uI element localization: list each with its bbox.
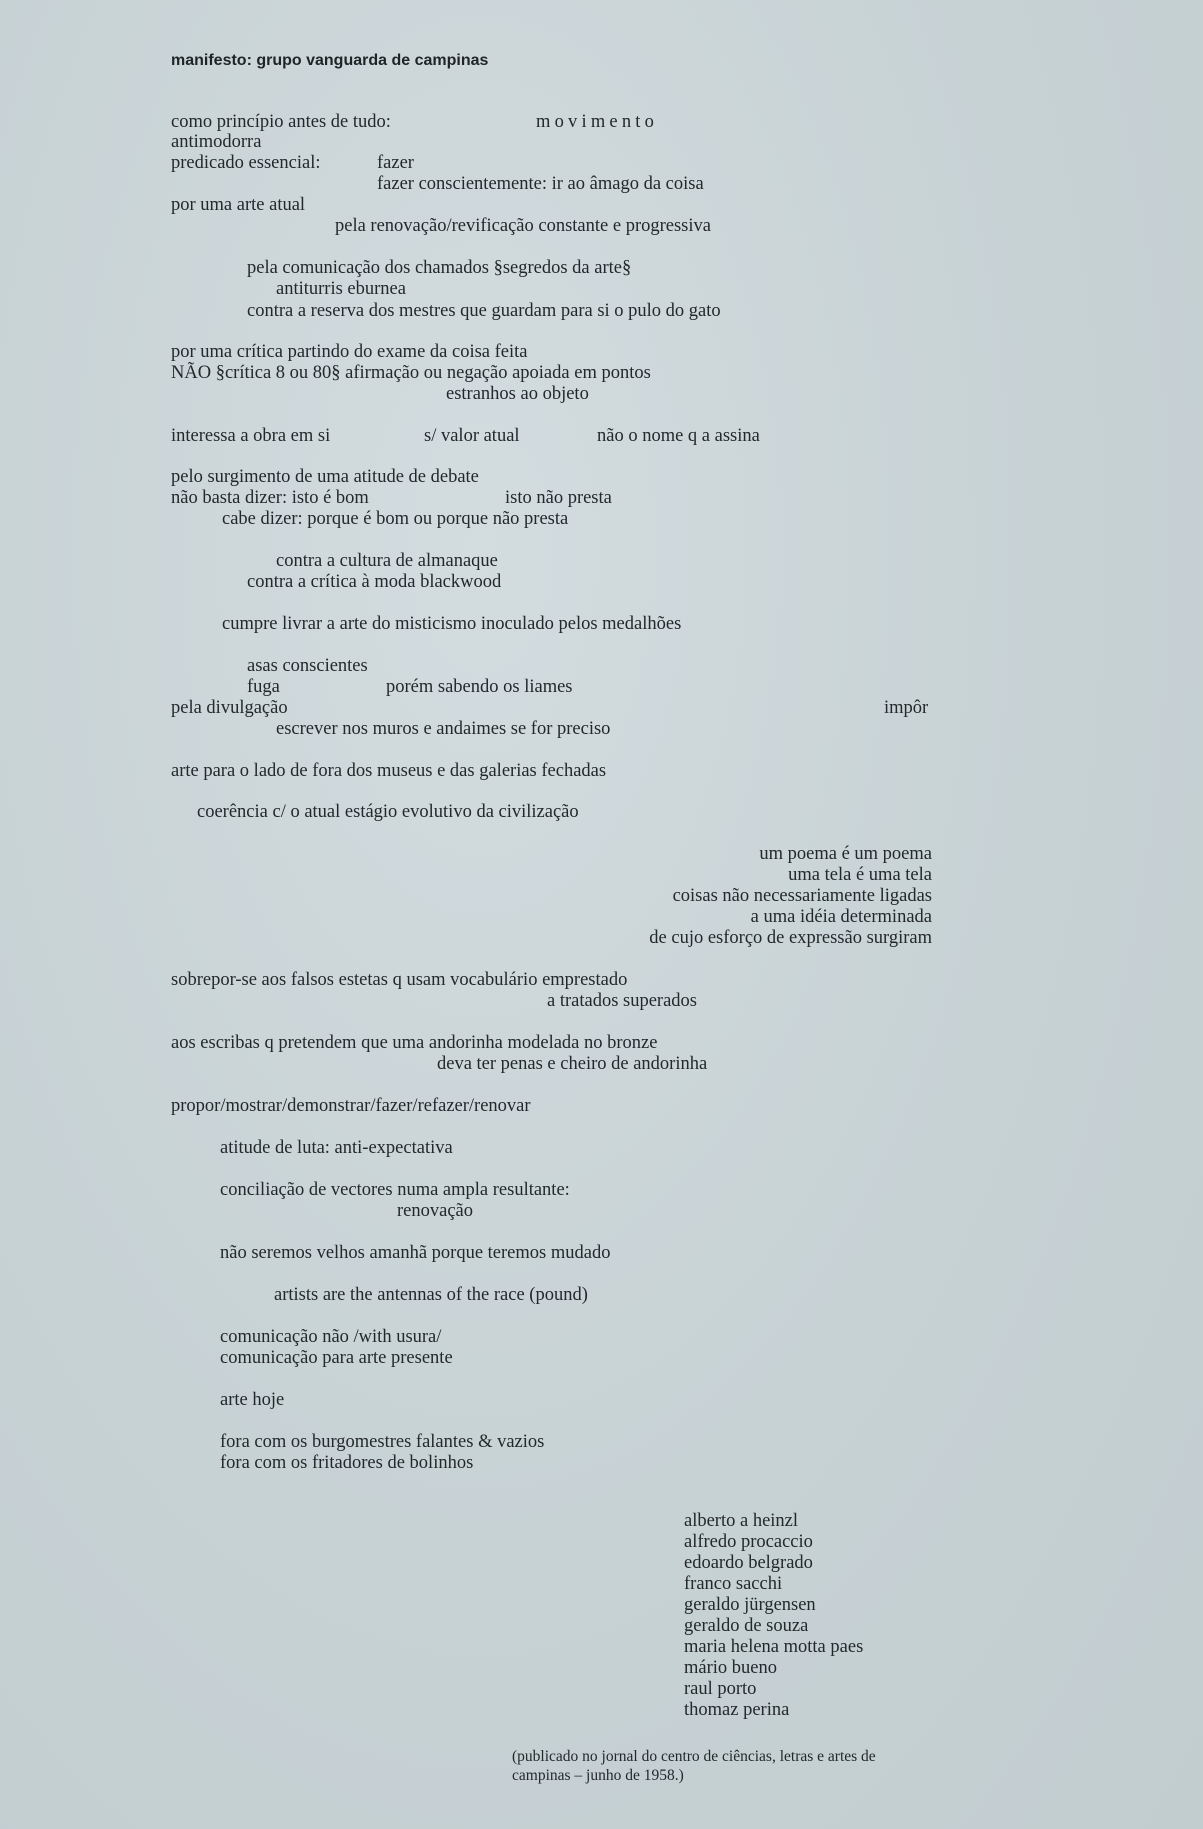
- line-nao-critica: NÃO §crítica 8 ou 80§ afirmação ou negação apoiada em pontos: [171, 363, 651, 383]
- line-falsos-estetas: sobrepor-se aos falsos estetas q usam vocabulário emprestado: [171, 970, 628, 990]
- line-museus: arte para o lado de fora dos museus e das galerias fechadas: [171, 761, 607, 781]
- line-conciliacao: conciliação de vectores numa ampla resultante:: [220, 1180, 570, 1200]
- signatory: geraldo de souza: [684, 1616, 809, 1636]
- line-tratados: a tratados superados: [547, 991, 698, 1011]
- line-fuga: fuga: [247, 677, 280, 697]
- line-usura: comunicação não /with usura/: [220, 1327, 442, 1347]
- line-fritadores: fora com os fritadores de bolinhos: [220, 1453, 474, 1473]
- line-nao-presta: isto não presta: [505, 488, 612, 508]
- line-arte-presente: comunicação para arte presente: [220, 1348, 453, 1368]
- line-movement: movimento: [536, 112, 659, 132]
- line-impor: impôr: [884, 698, 929, 718]
- line-valor-atual: s/ valor atual: [424, 426, 520, 446]
- publication-note: (publicado no jornal do centro de ciências, letras e artes de campinas – junho de 1958.): [512, 1748, 876, 1784]
- line-renovacao-2: renovação: [397, 1201, 474, 1221]
- line-obra-em-si: interessa a obra em si: [171, 426, 331, 446]
- manifesto-title: manifesto: grupo vanguarda de campinas: [171, 52, 489, 69]
- line-muros: escrever nos muros e andaimes se for preciso: [276, 719, 611, 739]
- line-liames: porém sabendo os liames: [386, 677, 573, 697]
- line-coisas: coisas não necessariamente ligadas: [672, 886, 932, 906]
- line-critica: por uma crítica partindo do exame da coisa feita: [171, 342, 528, 362]
- line-velhos: não seremos velhos amanhã porque teremos mudado: [220, 1243, 611, 1263]
- signatory: raul porto: [684, 1679, 757, 1699]
- line-esforco: de cujo esforço de expressão surgiram: [649, 928, 932, 948]
- line-burgomestres: fora com os burgomestres falantes & vazios: [220, 1432, 545, 1452]
- line-poema: um poema é um poema: [759, 844, 932, 864]
- line-misticismo: cumpre livrar a arte do misticismo inoculado pelos medalhões: [222, 614, 682, 634]
- line-almanaque: contra a cultura de almanaque: [276, 551, 498, 571]
- signatory: franco sacchi: [684, 1574, 783, 1594]
- line-pound: artists are the antennas of the race (pound): [274, 1285, 588, 1305]
- line-antiturris: antiturris eburnea: [276, 279, 406, 299]
- signatory: geraldo jürgensen: [684, 1595, 816, 1615]
- signatories-list: [684, 1511, 863, 1721]
- line-fazer-conscientemente: fazer conscientemente: ir ao âmago da coisa: [377, 174, 704, 194]
- line-antimodorra: antimodorra: [171, 132, 262, 152]
- line-atitude-luta: atitude de luta: anti-expectativa: [220, 1138, 453, 1158]
- signatory: edoardo belgrado: [684, 1553, 813, 1573]
- signatory: alfredo procaccio: [684, 1532, 813, 1552]
- signatory: thomaz perina: [684, 1700, 790, 1720]
- line-divulgacao: pela divulgação: [171, 698, 288, 718]
- line-comunicacao-segredos: pela comunicação dos chamados §segredos da arte§: [247, 258, 632, 278]
- signatory: mário bueno: [684, 1658, 777, 1678]
- line-nome-assina: não o nome q a assina: [597, 426, 760, 446]
- line-ideia: a uma idéia determinada: [750, 907, 932, 927]
- line-principle: como princípio antes de tudo:: [171, 112, 391, 132]
- signatory: alberto a heinzl: [684, 1511, 799, 1531]
- line-arte-hoje: arte hoje: [220, 1390, 285, 1410]
- line-escribas: aos escribas q pretendem que uma andorinha modelada no bronze: [171, 1033, 658, 1053]
- line-estranhos: estranhos ao objeto: [446, 384, 589, 404]
- line-arte-atual: por uma arte atual: [171, 195, 306, 215]
- line-cabe-dizer: cabe dizer: porque é bom ou porque não presta: [222, 509, 569, 529]
- line-propor: propor/mostrar/demonstrar/fazer/refazer/renovar: [171, 1096, 531, 1116]
- line-debate: pelo surgimento de uma atitude de debate: [171, 467, 479, 487]
- line-penas: deva ter penas e cheiro de andorinha: [437, 1054, 708, 1074]
- line-renovacao: pela renovação/revificação constante e progressiva: [335, 216, 711, 236]
- line-asas: asas conscientes: [247, 656, 368, 676]
- line-blackwood: contra a crítica à moda blackwood: [247, 572, 502, 592]
- line-predicate: predicado essencial:: [171, 153, 321, 173]
- line-fazer: fazer: [377, 153, 414, 173]
- line-tela: uma tela é uma tela: [788, 865, 932, 885]
- signatory: maria helena motta paes: [684, 1637, 864, 1657]
- line-reserva-mestres: contra a reserva dos mestres que guardam para si o pulo do gato: [247, 301, 721, 321]
- line-coerencia: coerência c/ o atual estágio evolutivo da civilização: [197, 802, 579, 822]
- line-nao-basta: não basta dizer: isto é bom: [171, 488, 369, 508]
